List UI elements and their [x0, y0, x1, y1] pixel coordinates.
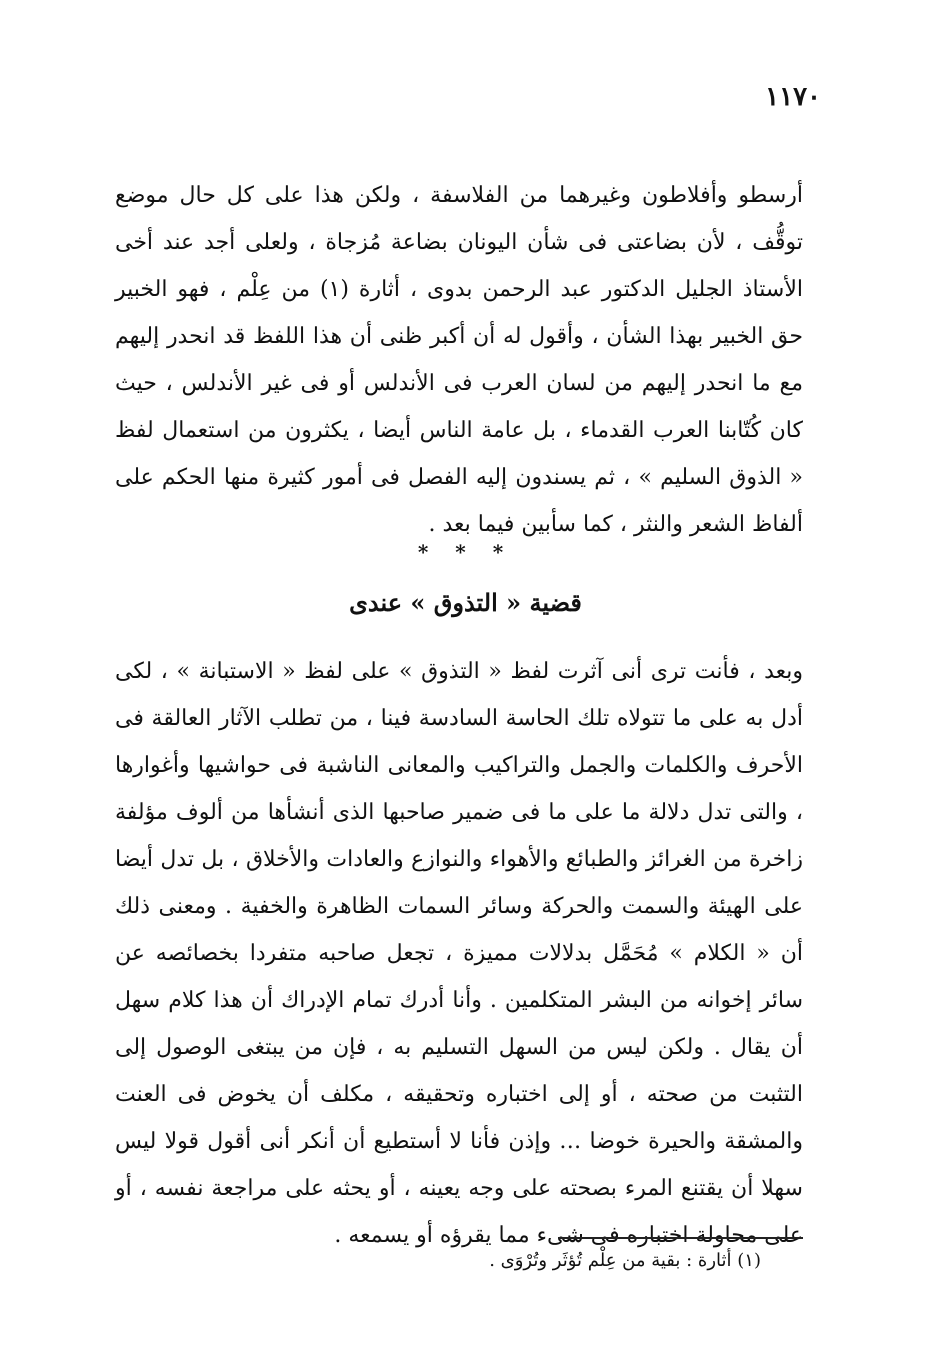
page-number: ١١٧٠: [765, 82, 821, 112]
paragraph-text: وبعد ، فأنت ترى أنى آثرت لفظ « التذوق » على لفظ « الاستبانة » ، لكى أدل به على ما تتولاه تلك الحاسة السادسة فينا ، من تطلب الآثار العالقة فى الأحرف والكلمات والجمل والتراكيب والمعانى الناشبة فى حواشيها وأغوارها ، والتى تدل دلالة ما على ما فى ضمير صاحبها الذى أنشأها من ألوف مؤلفة زاخرة من الغرائز والطبائع والأهواء والنوازع والعادات والأخلاق ، بل تدل أيضا على الهيئة والسمت والحركة وسائر السمات الظاهرة والخفية . ومعنى ذلك أن « الكلام » مُحَمَّل بدلالات مميزة ، تجعل صاحبه متفردا بخصائصه عن سائر إخوانه من البشر المتكلمين . وأنا أدرك تمام الإدراك أن هذا كلام سهل أن يقال . ولكن ليس من السهل التسليم به ، فإن من يبتغى الوصول إلى التثبت من صحته ، أو إلى اختباره وتحقيقه ، مكلف أن يخوض فى العنت والمشقة والحيرة خوضا … وإذن فأنا لا أستطيع أن أنكر أنى أقول قولا ليس سهلا أن يقتنع المرء بصحته على وجه يعينه ، أو يحثه على مراجعة نفسه ، أو على محاولة اختباره فى شىء مما يقرؤه أو يسمعه .: [115, 659, 803, 1248]
paragraph-main: [115, 648, 803, 1259]
footnote: (١) أثارة : بقية من عِلْم تُؤثَر وتُرْوَى .: [489, 1250, 761, 1271]
section-separator: * * *: [417, 540, 514, 564]
paragraph-continuation: [115, 172, 803, 548]
footnote-divider: [558, 1237, 803, 1239]
section-heading: قضية « التذوق » عندى: [349, 588, 582, 617]
paragraph-text: أرسطو وأفلاطون وغيرهما من الفلاسفة ، ولكن هذا على كل حال موضع توقُّف ، لأن بضاعتى فى شأن اليونان بضاعة مُزجاة ، ولعلى أجد عند أخى الأستاذ الجليل الدكتور عبد الرحمن بدوى ، أثارة (١) من عِلْم ، فهو الخبير حق الخبير بهذا الشأن ، وأقول له أن أكبر ظنى أن هذا اللفظ قد انحدر إليهم مع ما انحدر إليهم من لسان العرب فى الأندلس أو فى غير الأندلس ، حيث كان كُتّابنا العرب القدماء ، بل عامة الناس أيضا ، يكثرون من استعمال لفظ « الذوق السليم » ، ثم يسندون إليه الفصل فى أمور كثيرة منها الحكم على ألفاظ الشعر والنثر ، كما سأبين فيما بعد .: [115, 183, 803, 537]
